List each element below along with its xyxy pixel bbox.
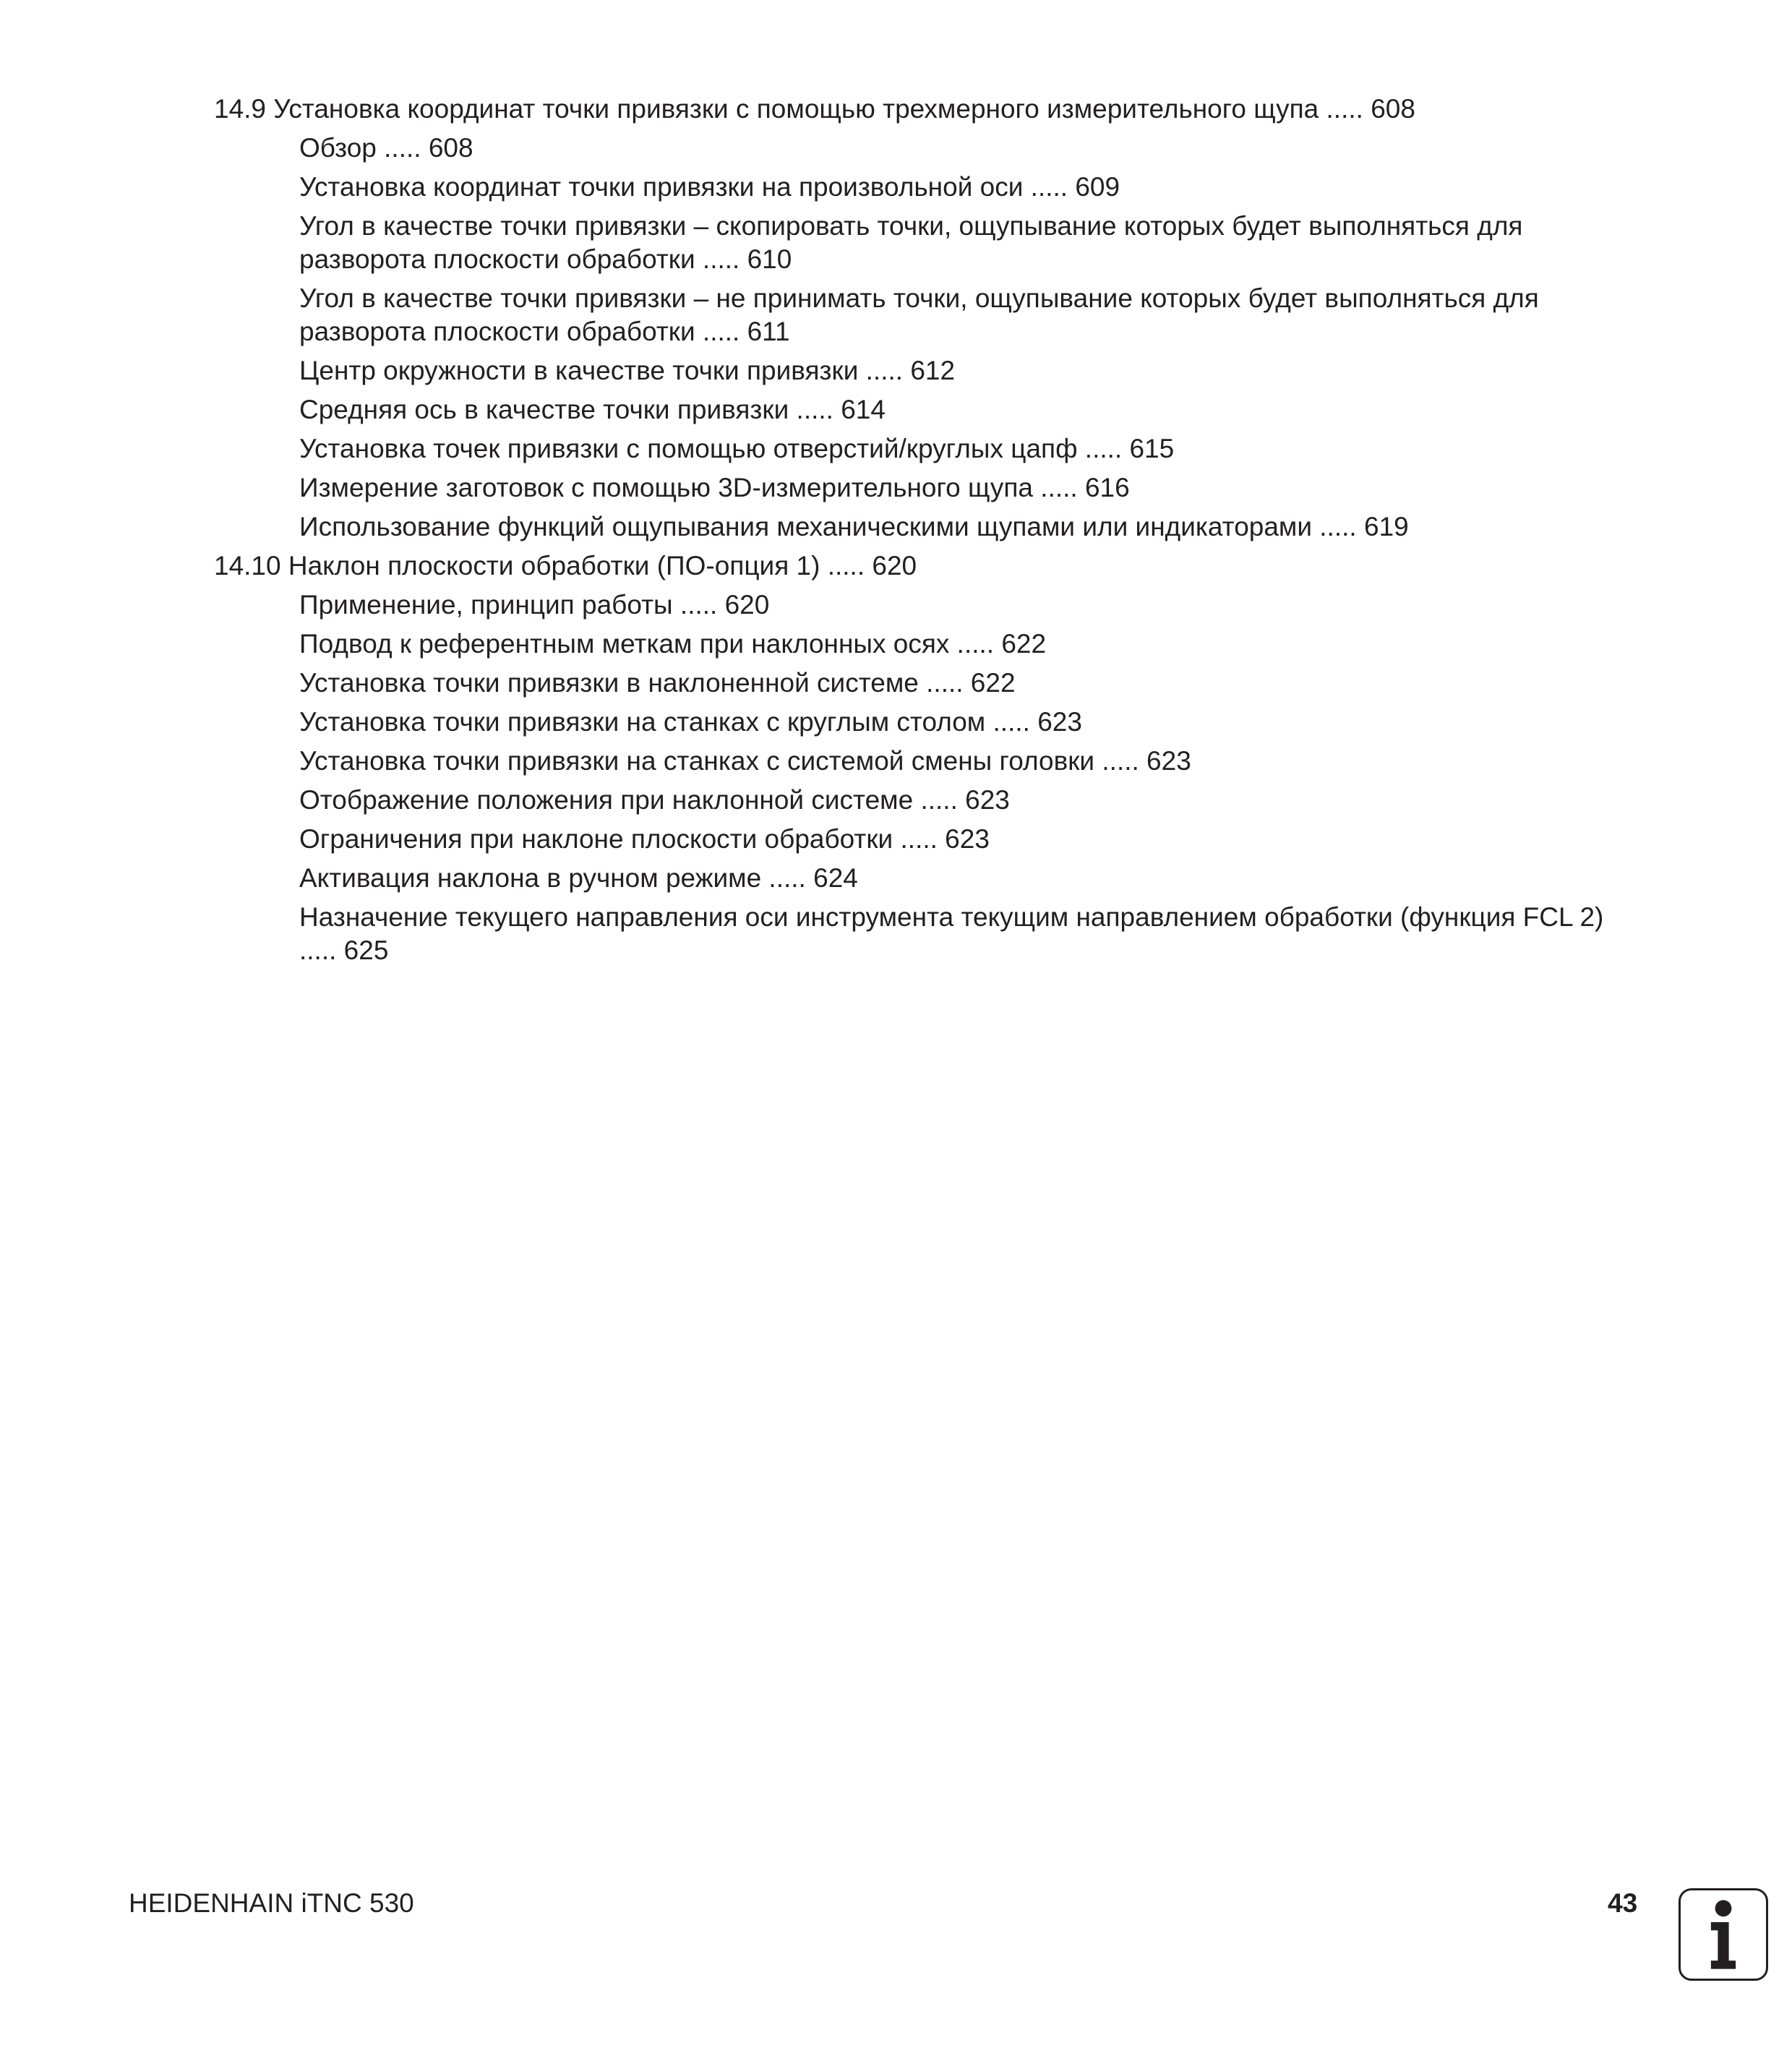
toc-entry[interactable]: Подвод к референтным меткам при наклонных осях ..... 622 <box>299 629 1047 659</box>
toc-entry[interactable]: Назначение текущего направления оси инструмента текущим направлением обработки (функция FCL 2) ..... 625 <box>299 902 1604 965</box>
toc-entry[interactable]: Активация наклона в ручном режиме ..... 624 <box>299 863 858 893</box>
toc-entry[interactable]: Обзор ..... 608 <box>299 133 473 163</box>
toc-entry[interactable]: Установка точки привязки на станках с системой смены головки ..... 623 <box>299 746 1191 776</box>
toc-entry[interactable]: Ограничения при наклоне плоскости обработки ..... 623 <box>299 824 990 854</box>
info-icon <box>1679 1888 1768 1981</box>
page-number: 43 <box>1608 1888 1638 1918</box>
toc-entry[interactable]: Отображение положения при наклонной системе ..... 623 <box>299 785 1010 815</box>
toc-entry-14-9[interactable]: 14.9 Установка координат точки привязки с помощью трехмерного измерительного щупа ..... 608 <box>214 94 1415 124</box>
toc-entry[interactable]: Измерение заготовок с помощью 3D-измерительного щупа ..... 616 <box>299 473 1130 502</box>
toc-entry[interactable]: Применение, принцип работы ..... 620 <box>299 590 770 620</box>
toc-entry[interactable]: Установка координат точки привязки на произвольной оси ..... 609 <box>299 172 1120 202</box>
footer-product-name: HEIDENHAIN iTNC 530 <box>129 1888 414 1918</box>
toc-entry[interactable]: Угол в качестве точки привязки – не принимать точки, ощупывание которых будет выполняться для разворота плоскости обработки ..... 611 <box>299 283 1539 346</box>
info-icon-glyph <box>1681 1890 1766 1979</box>
toc-entry[interactable]: Использование функций ощупывания механическими щупами или индикаторами ..... 619 <box>299 512 1409 541</box>
toc-entry-14-10[interactable]: 14.10 Наклон плоскости обработки (ПО-опция 1) ..... 620 <box>214 551 917 580</box>
toc-entry[interactable]: Установка точек привязки с помощью отверстий/круглых цапф ..... 615 <box>299 434 1175 463</box>
toc-entry[interactable]: Угол в качестве точки привязки – скопировать точки, ощупывание которых будет выполняться для разворота плоскости обработки ..... 610 <box>299 211 1523 274</box>
toc-entry[interactable]: Средняя ось в качестве точки привязки ..... 614 <box>299 395 886 424</box>
table-of-contents <box>214 93 1631 973</box>
toc-entry[interactable]: Установка точки привязки в наклоненной системе ..... 622 <box>299 668 1016 698</box>
toc-entry[interactable]: Центр окружности в качестве точки привязки ..... 612 <box>299 356 956 385</box>
toc-entry[interactable]: Установка точки привязки на станках с круглым столом ..... 623 <box>299 707 1082 737</box>
